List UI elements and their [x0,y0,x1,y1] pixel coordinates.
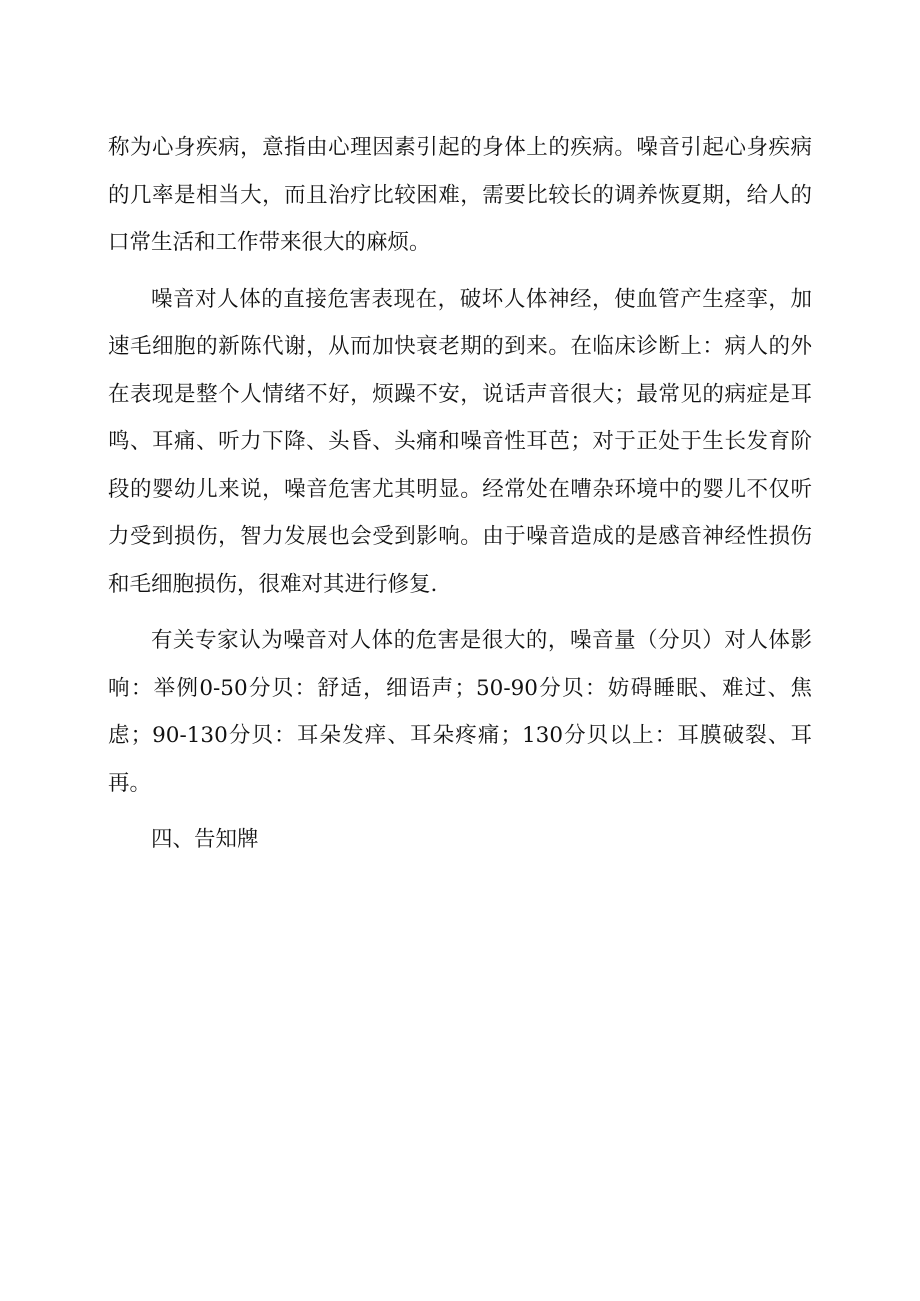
paragraph-psychosomatic [108,124,812,267]
paragraph-lead: 噪音对人体的直接危害表现在， [151,286,460,312]
paragraph-direct-harm [108,276,812,609]
section-heading: 四、告知牌 [151,827,259,852]
paragraph-decibel-levels [108,617,812,807]
paragraph-lead: 有关专家认为噪音对人体的危害是很大的，噪音量（分贝）对人体影响： [108,628,812,701]
paragraph-text: 破坏人体神经，使血管产生痉挛，加速毛细胞的新陈代谢，从而加快衰老期的到来。在临床诊断上：病人的外在表现是整个人情绪不好，烦躁不安，说话声音很大；最常见的病症是耳鸣、耳痛、听力下降、头昏、头痛和噪音性耳芭；对于正处于生长发育阶段的婴幼儿来说，噪音危害尤其明显。经常处在嘈杂环境中的婴儿不仅听力受到损伤，智力发展也会受到影响。由于噪音造成的是感音神经性损伤和毛细胞损伤，很难对其进行修复. [108,286,812,597]
paragraph-text: 称为心身疾病，意指由心理因素引起的身体上的疾病。噪音引起心身疾病的几率是相当大，而且治疗比较困难，需要比较长的调养恢夏期，给人的口常生活和工作带来很大的麻烦。 [108,135,812,255]
paragraph-text: 举例0-50分贝：舒适，细语声；50-90分贝：妨碍睡眠、难过、焦虑；90-130分贝：耳朵发痒、耳朵疼痛；130分贝以上：耳膜破裂、耳再。 [108,675,812,796]
